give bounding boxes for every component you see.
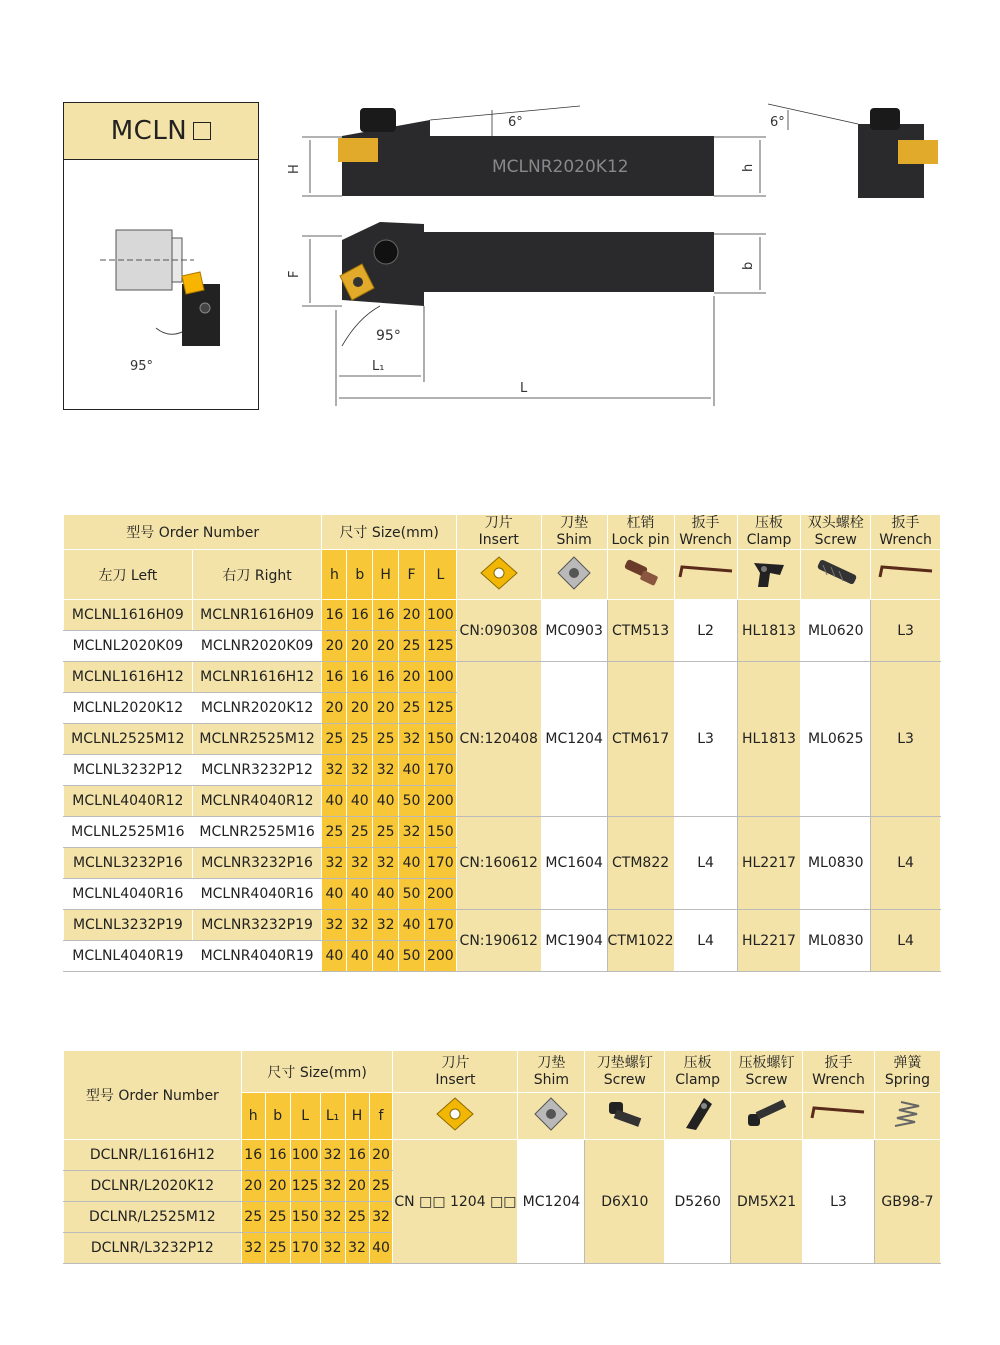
row-dim: 40 — [373, 941, 399, 972]
th2-spring-en: Spring — [884, 1071, 931, 1088]
group1-clamp: HL1813 — [737, 600, 801, 662]
group2-wrench2: L3 — [871, 662, 941, 817]
dim-h-label: h — [741, 163, 756, 172]
end-view-clamp — [870, 108, 900, 130]
row2-dim: 20 — [369, 1140, 393, 1171]
table2-shim: MC1204 — [518, 1140, 585, 1264]
mini-screw — [200, 303, 210, 313]
th-dim-F: F — [399, 550, 425, 600]
row-dim: 40 — [399, 848, 425, 879]
title-text: MCLN — [110, 116, 188, 146]
mini-insert — [182, 272, 204, 294]
row-right-model: MCLNR4040R19 — [192, 941, 322, 972]
th-insert — [456, 515, 541, 550]
row2-dim: 32 — [320, 1140, 345, 1171]
row-dim: 25 — [347, 817, 373, 848]
row-dim: 150 — [424, 817, 456, 848]
th-wrench-en: Wrench — [679, 532, 732, 548]
group1-pin: CTM513 — [607, 600, 674, 662]
group1-screw: ML0620 — [801, 600, 871, 662]
table2-clamp-screw: DM5X21 — [731, 1140, 803, 1264]
row-dim: 50 — [399, 879, 425, 910]
wrench2-icon — [871, 550, 941, 600]
row-dim: 40 — [322, 786, 347, 817]
th-order-number: 型号 Order Number — [64, 515, 322, 550]
row2-dim: 25 — [241, 1202, 265, 1233]
th-lockpin-en: Lock pin — [611, 532, 670, 548]
insert2-icon — [393, 1093, 518, 1140]
th-left: 左刀 Left — [64, 550, 193, 600]
th2-insert-cn: 刀片 — [441, 1054, 470, 1071]
row-dim: 32 — [347, 848, 373, 879]
row-dim: 170 — [424, 910, 456, 941]
row2-dim: 25 — [345, 1202, 369, 1233]
row-dim: 20 — [373, 631, 399, 662]
table2-clamp: D5260 — [665, 1140, 731, 1264]
row-dim: 25 — [347, 724, 373, 755]
group2-shim: MC1204 — [541, 662, 607, 817]
row-right-model: MCLNR2020K12 — [192, 693, 322, 724]
side-view-clamp — [360, 108, 396, 132]
row2-dim: 25 — [265, 1233, 290, 1264]
row-dim: 16 — [322, 662, 347, 693]
row-dim: 32 — [347, 755, 373, 786]
th2-dim-h: h — [241, 1093, 265, 1140]
th-clamp — [737, 515, 801, 550]
group4-clamp: HL2217 — [737, 910, 801, 972]
group4-shim: MC1904 — [541, 910, 607, 972]
top-view-insert-hole — [353, 277, 363, 287]
row2-dim: 32 — [320, 1233, 345, 1264]
row-left-model: MCLNL1616H12 — [64, 662, 193, 693]
group2-screw: ML0625 — [801, 662, 871, 817]
row2-dim: 32 — [369, 1202, 393, 1233]
th-dim-b: b — [347, 550, 373, 600]
row-dim: 32 — [373, 848, 399, 879]
th-wrench2-cn: 扳手 — [891, 515, 920, 531]
row2-dim: 32 — [320, 1202, 345, 1233]
th-wrench-cn: 扳手 — [691, 515, 720, 531]
row-dim: 40 — [347, 879, 373, 910]
th2-clamp-en: Clamp — [675, 1071, 721, 1088]
row-dim: 40 — [373, 879, 399, 910]
row-dim: 32 — [322, 848, 347, 879]
th2-clamp-screw — [731, 1051, 803, 1093]
row-dim: 16 — [347, 600, 373, 631]
th2-insert-en: Insert — [435, 1071, 476, 1088]
row-left-model: MCLNL1616H09 — [64, 600, 193, 631]
th-shim — [541, 515, 607, 550]
row-dim: 25 — [373, 724, 399, 755]
end-view-insert — [898, 140, 938, 164]
dcln-spec-table — [63, 1050, 941, 1264]
row-left-model: MCLNL2525M16 — [64, 817, 193, 848]
row-dim: 32 — [399, 817, 425, 848]
row-dim: 170 — [424, 755, 456, 786]
th2-size: 尺寸 Size(mm) — [241, 1051, 393, 1093]
th-screw — [801, 515, 871, 550]
row2-dim: 25 — [369, 1171, 393, 1202]
row-dim: 20 — [322, 631, 347, 662]
group4-wrench2: L4 — [871, 910, 941, 972]
row-dim: 40 — [399, 910, 425, 941]
th-clamp-en: Clamp — [746, 532, 792, 548]
th-insert-en: Insert — [478, 532, 519, 548]
tool-dimension-drawing — [280, 100, 960, 420]
row2-model: DCLNR/L2525M12 — [64, 1202, 242, 1233]
row-dim: 32 — [322, 910, 347, 941]
row-dim: 20 — [347, 693, 373, 724]
row2-dim: 32 — [345, 1233, 369, 1264]
title-box — [63, 102, 259, 410]
th2-order-number: 型号 Order Number — [64, 1051, 242, 1140]
row-dim: 20 — [347, 631, 373, 662]
th2-shim-screw-en: Screw — [603, 1071, 646, 1088]
title-header — [64, 103, 258, 160]
row2-model: DCLNR/L3232P12 — [64, 1233, 242, 1264]
row-dim: 16 — [347, 662, 373, 693]
row-dim: 25 — [322, 724, 347, 755]
row-dim: 32 — [322, 755, 347, 786]
double-screw-icon — [801, 550, 871, 600]
th-lockpin — [607, 515, 674, 550]
angle-main-label: 95° — [376, 328, 401, 344]
th2-shim-en: Shim — [533, 1071, 570, 1088]
row-left-model: MCLNL2020K12 — [64, 693, 193, 724]
th-size: 尺寸 Size(mm) — [322, 515, 456, 550]
lock-pin-icon — [607, 550, 674, 600]
group3-wrench2: L4 — [871, 817, 941, 910]
th-lockpin-cn: 杠销 — [626, 515, 655, 531]
row-left-model: MCLNL4040R19 — [64, 941, 193, 972]
th2-clamp-screw-cn: 压板螺钉 — [738, 1054, 795, 1071]
row2-dim: 125 — [290, 1171, 320, 1202]
th2-dim-L: L — [290, 1093, 320, 1140]
row-dim: 25 — [322, 817, 347, 848]
row2-dim: 20 — [265, 1171, 290, 1202]
group4-wrench: L4 — [674, 910, 737, 972]
row-dim: 40 — [399, 755, 425, 786]
title-square-placeholder — [193, 122, 211, 140]
row-dim: 125 — [424, 631, 456, 662]
group1-wrench: L2 — [674, 600, 737, 662]
row-right-model: MCLNR3232P12 — [192, 755, 322, 786]
dim-F-label: F — [287, 270, 302, 278]
row-dim: 25 — [373, 817, 399, 848]
group1-insert: CN:090308 — [456, 600, 541, 662]
shim2-icon — [518, 1093, 585, 1140]
top-view-clamp-screw — [374, 240, 398, 264]
dim-L-label: L — [520, 381, 528, 396]
row-dim: 20 — [322, 693, 347, 724]
row-dim: 50 — [399, 786, 425, 817]
insert-icon — [456, 550, 541, 600]
group3-wrench: L4 — [674, 817, 737, 910]
th2-spring-cn: 弹簧 — [893, 1054, 922, 1071]
th2-clamp — [665, 1051, 731, 1093]
group1-shim: MC0903 — [541, 600, 607, 662]
row-dim: 200 — [424, 941, 456, 972]
row2-dim: 100 — [290, 1140, 320, 1171]
th-insert-cn: 刀片 — [484, 515, 513, 531]
row-dim: 20 — [399, 662, 425, 693]
row2-dim: 170 — [290, 1233, 320, 1264]
group3-clamp: HL2217 — [737, 817, 801, 910]
group3-pin: CTM822 — [607, 817, 674, 910]
row-dim: 170 — [424, 848, 456, 879]
clamp-screw-icon — [731, 1093, 803, 1140]
row-dim: 32 — [399, 724, 425, 755]
row-left-model: MCLNL3232P12 — [64, 755, 193, 786]
row-right-model: MCLNR1616H09 — [192, 600, 322, 631]
row-right-model: MCLNR1616H12 — [192, 662, 322, 693]
shim-screw-icon — [585, 1093, 665, 1140]
angle-top-label: 6° — [508, 115, 523, 130]
group4-screw: ML0830 — [801, 910, 871, 972]
row-left-model: MCLNL4040R12 — [64, 786, 193, 817]
row2-dim: 16 — [241, 1140, 265, 1171]
th-wrench2-en: Wrench — [879, 532, 932, 548]
th-dim-L: L — [424, 550, 456, 600]
angle-side-label: 6° — [770, 115, 785, 130]
th2-shim-screw-cn: 刀垫螺钉 — [596, 1054, 653, 1071]
row-dim: 100 — [424, 600, 456, 631]
row-dim: 20 — [373, 693, 399, 724]
mini-angle-label: 95° — [130, 359, 154, 374]
row-left-model: MCLNL2020K09 — [64, 631, 193, 662]
row2-dim: 20 — [241, 1171, 265, 1202]
mcln-spec-table — [63, 514, 941, 972]
row-dim: 25 — [399, 631, 425, 662]
row2-dim: 150 — [290, 1202, 320, 1233]
main-angle-arc — [342, 306, 380, 346]
th2-wrench — [803, 1051, 875, 1093]
row-left-model: MCLNL3232P16 — [64, 848, 193, 879]
th-screw-cn: 双头螺栓 — [807, 515, 864, 531]
row-left-model: MCLNL2525M12 — [64, 724, 193, 755]
th2-spring — [874, 1051, 940, 1093]
row2-dim: 16 — [345, 1140, 369, 1171]
row2-dim: 16 — [265, 1140, 290, 1171]
row-right-model: MCLNR3232P16 — [192, 848, 322, 879]
group3-screw: ML0830 — [801, 817, 871, 910]
spring-icon — [874, 1093, 940, 1140]
row-right-model: MCLNR2525M12 — [192, 724, 322, 755]
th2-insert — [393, 1051, 518, 1093]
th2-dim-f: f — [369, 1093, 393, 1140]
orientation-diagram — [64, 160, 257, 410]
row-right-model: MCLNR2525M16 — [192, 817, 322, 848]
row-dim: 40 — [347, 941, 373, 972]
row-dim: 200 — [424, 786, 456, 817]
row2-dim: 40 — [369, 1233, 393, 1264]
top-view-shank — [424, 232, 714, 292]
th2-dim-L1: L₁ — [320, 1093, 345, 1140]
row-right-model: MCLNR3232P19 — [192, 910, 322, 941]
row2-dim: 20 — [345, 1171, 369, 1202]
row-dim: 40 — [373, 786, 399, 817]
row-dim: 20 — [399, 600, 425, 631]
row-dim: 125 — [424, 693, 456, 724]
group1-wrench2: L3 — [871, 600, 941, 662]
clamp2-icon — [665, 1093, 731, 1140]
table2-spring: GB98-7 — [874, 1140, 940, 1264]
dim-L1-label: L₁ — [372, 359, 385, 374]
th-dim-H: H — [373, 550, 399, 600]
clamp-icon — [737, 550, 801, 600]
group2-pin: CTM617 — [607, 662, 674, 817]
row-dim: 32 — [347, 910, 373, 941]
row-dim: 32 — [373, 755, 399, 786]
row-dim: 100 — [424, 662, 456, 693]
row-right-model: MCLNR4040R16 — [192, 879, 322, 910]
th-wrench — [674, 515, 737, 550]
row2-dim: 25 — [265, 1202, 290, 1233]
th-wrench2 — [871, 515, 941, 550]
row-dim: 16 — [322, 600, 347, 631]
th-clamp-cn: 压板 — [754, 515, 783, 531]
row-dim: 40 — [347, 786, 373, 817]
th2-shim — [518, 1051, 585, 1093]
row-dim: 16 — [373, 600, 399, 631]
dim-H-label: H — [287, 164, 302, 174]
group2-clamp: HL1813 — [737, 662, 801, 817]
row2-model: DCLNR/L1616H12 — [64, 1140, 242, 1171]
group2-wrench: L3 — [674, 662, 737, 817]
table2-shim-screw: D6X10 — [585, 1140, 665, 1264]
th2-clamp-screw-en: Screw — [745, 1071, 788, 1088]
row-dim: 200 — [424, 879, 456, 910]
th2-dim-H: H — [345, 1093, 369, 1140]
th2-wrench-cn: 扳手 — [824, 1054, 853, 1071]
th2-shim-cn: 刀垫 — [537, 1054, 566, 1071]
row-dim: 40 — [322, 941, 347, 972]
row-right-model: MCLNR2020K09 — [192, 631, 322, 662]
th-shim-cn: 刀垫 — [560, 515, 589, 531]
row2-model: DCLNR/L2020K12 — [64, 1171, 242, 1202]
th2-clamp-cn: 压板 — [683, 1054, 712, 1071]
th2-wrench-en: Wrench — [812, 1071, 865, 1088]
row-dim: 40 — [322, 879, 347, 910]
mini-angle-arc — [156, 328, 182, 334]
row-dim: 25 — [399, 693, 425, 724]
group4-pin: CTM1022 — [607, 910, 674, 972]
group3-insert: CN:160612 — [456, 817, 541, 910]
angle-line-top — [430, 106, 580, 120]
row-left-model: MCLNL4040R16 — [64, 879, 193, 910]
row-dim: 16 — [373, 662, 399, 693]
th2-dim-b: b — [265, 1093, 290, 1140]
row-right-model: MCLNR4040R12 — [192, 786, 322, 817]
row-left-model: MCLNL3232P19 — [64, 910, 193, 941]
table2-insert: CN □□ 1204 □□ — [393, 1140, 518, 1264]
shim-icon — [541, 550, 607, 600]
th2-shim-screw — [585, 1051, 665, 1093]
dim-b-label: b — [741, 261, 756, 270]
th-shim-en: Shim — [556, 532, 592, 548]
th-right: 右刀 Right — [192, 550, 322, 600]
engraving: MCLNR2020K12 — [492, 157, 629, 177]
row2-dim: 32 — [241, 1233, 265, 1264]
group2-insert: CN:120408 — [456, 662, 541, 817]
row-dim: 50 — [399, 941, 425, 972]
group3-shim: MC1604 — [541, 817, 607, 910]
row-dim: 150 — [424, 724, 456, 755]
th-dim-h: h — [322, 550, 347, 600]
wrench-icon — [674, 550, 737, 600]
side-view-insert — [338, 138, 378, 162]
row-dim: 32 — [373, 910, 399, 941]
group4-insert: CN:190612 — [456, 910, 541, 972]
th-screw-en: Screw — [814, 532, 857, 548]
table2-wrench: L3 — [803, 1140, 875, 1264]
row2-dim: 32 — [320, 1171, 345, 1202]
wrench3-icon — [803, 1093, 875, 1140]
